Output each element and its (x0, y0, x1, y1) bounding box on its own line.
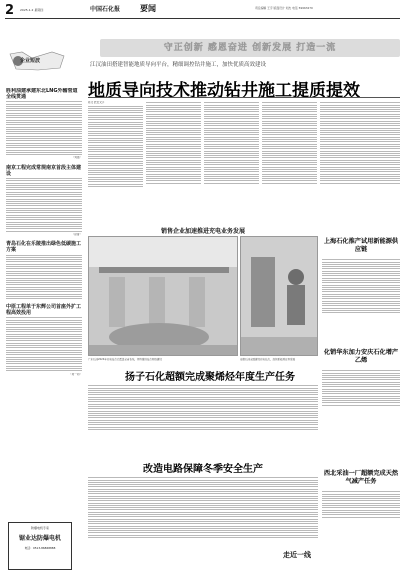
lead-text-col-5 (320, 101, 400, 221)
ad-phone: 电话：0513-86868888 (24, 546, 56, 550)
ad-title: 锯业达防爆电机 (18, 535, 61, 542)
left-item-2-tag: （赵蕾） (71, 233, 82, 237)
right-story-3-body (322, 490, 400, 548)
lead-text-col-2 (146, 101, 201, 221)
left-column (6, 88, 82, 518)
left-item-4-title: 中原工程单于东辉公司首座外扩工程高效投用 (6, 304, 82, 317)
right-story-1-title: 上海石化推产试用新能源供应链 (323, 238, 399, 253)
issue-date: 2025.1.2 星期四 (20, 8, 44, 12)
left-item-3-title: 青岛石化在乐陵推出绿色低碳施工方案 (6, 241, 82, 254)
photo-section-title: 销售企业加速推进充电业务发展 (160, 228, 245, 235)
slogan-banner: 守正创新 感恩奋进 创新发展 打造一流 (163, 43, 337, 53)
right-story-3-title: 西北采油一厂超额完成天然气减产任务 (323, 470, 399, 485)
lead-rule (88, 97, 400, 98)
badge-label: 企业短波 (20, 58, 41, 64)
left-item-1-tag: （刘强） (71, 156, 82, 160)
right-story-2-body (322, 369, 400, 434)
charging-station-image (89, 237, 238, 356)
page-number: 2 (5, 3, 15, 18)
charging-station-photo-1 (88, 236, 238, 356)
mid-story-body (88, 384, 318, 456)
charging-station-photo-2 (240, 236, 318, 356)
footer-slogan: 走近一线 (283, 551, 311, 559)
worker-image (241, 237, 318, 356)
left-item-1-title: 胜利油建承建东北LNG外输管道全线贯通 (6, 88, 78, 100)
left-item-4-tag: （刘一同） (69, 372, 82, 376)
newspaper-name: 中国石化报 (90, 6, 121, 13)
lead-title: 地质导向技术推动钻井施工提质提效 (88, 81, 360, 101)
header-divider (5, 18, 400, 19)
mid-story-title: 扬子石化超额完成聚烯烃年度生产任务 (125, 372, 295, 383)
lead-text-col-3 (204, 101, 259, 221)
lead-subtitle: 江汉油田搭建智能地质导向平台，精细调控钻井施工，加快优质高效建设 (90, 62, 267, 68)
lead-byline: 陈文 此处文字 (88, 101, 105, 104)
ad-subtitle: 防爆电机专家 (30, 526, 49, 530)
lead-text-col-1 (88, 101, 143, 221)
section-label: 要闻 (140, 3, 156, 13)
editor-info: 责任编辑 王宇 版面设计 刘杰 电话 59963270 (255, 6, 313, 10)
lead-text-col-4 (262, 101, 317, 221)
bottom-story-title: 改造电路保障冬季安全生产 (143, 464, 263, 475)
right-story-2-title: 化销华东加力安庆石化增产乙烯 (323, 349, 399, 364)
advertisement[interactable] (8, 522, 72, 570)
photo-caption-left: 广东石油2024年充电站点已覆盖全省各地，持续推进站点网络建设 (88, 358, 162, 361)
right-story-1-body (322, 258, 400, 348)
left-item-2-title: 南京工程完成常规南京首段主体建设 (6, 164, 82, 177)
photo-caption-right: 安徽石油全面建设充电站点，加快新能源业务发展 (240, 358, 296, 361)
